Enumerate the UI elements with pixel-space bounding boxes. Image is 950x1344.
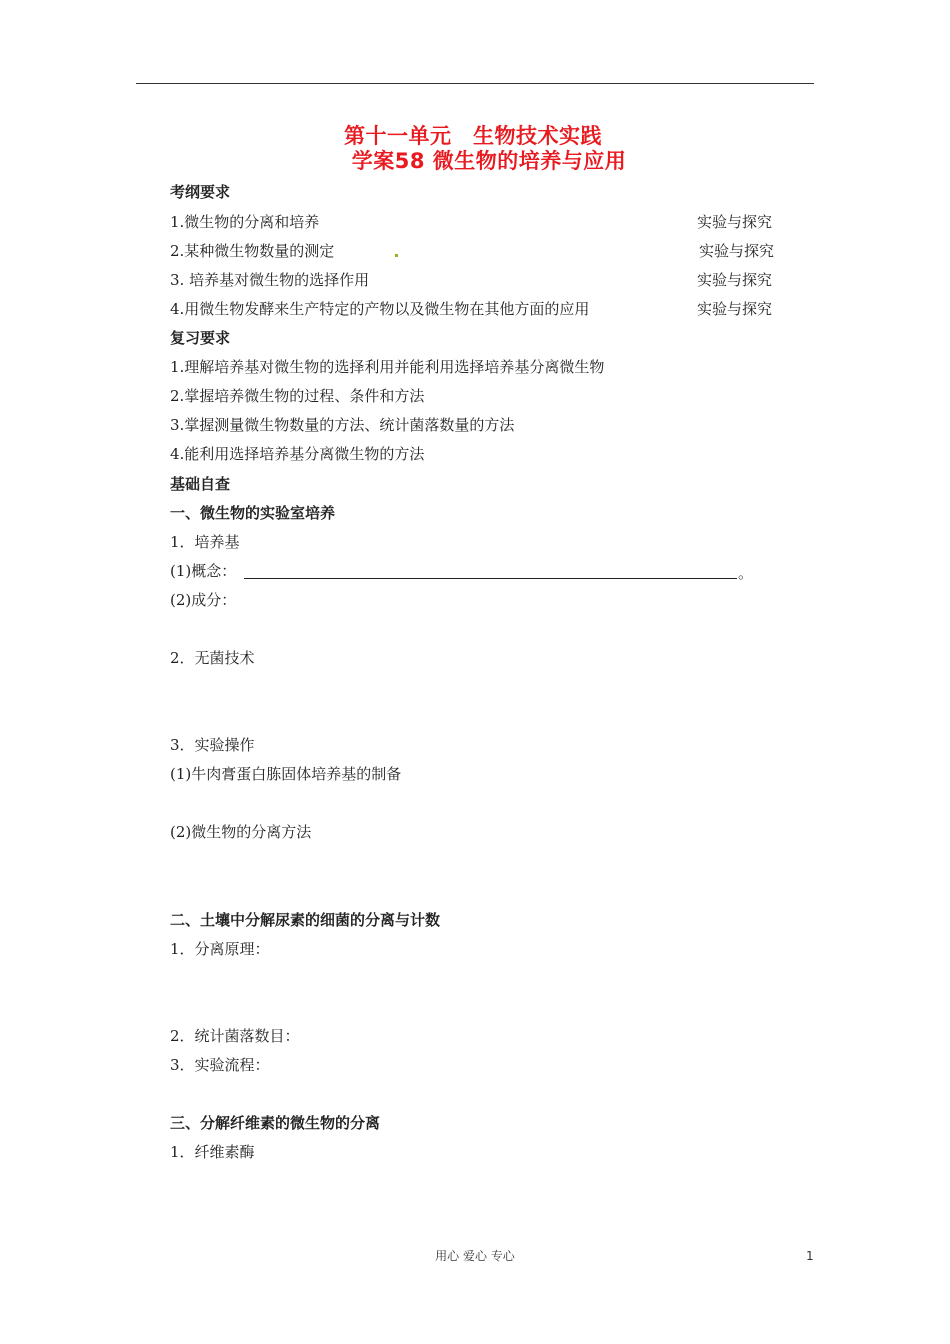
section3-heading: 三、分解纤维素的微生物的分离: [170, 1114, 381, 1132]
syllabus-heading: 考纲要求: [170, 183, 231, 201]
section1-item2: 2．无菌技术: [170, 649, 255, 667]
section1-item3-1: (1)牛肉膏蛋白胨固体培养基的制备: [170, 765, 402, 783]
syllabus-item-4-tag: 实验与探究: [697, 300, 773, 318]
section1-heading: 一、微生物的实验室培养: [170, 504, 336, 522]
stray-dot: [395, 254, 398, 257]
review-item-3: 3.掌握测量微生物数量的方法、统计菌落数量的方法: [170, 416, 515, 434]
fill-in-blank-line: [244, 578, 737, 579]
syllabus-item-3-tag: 实验与探究: [697, 271, 773, 289]
review-item-4: 4.能利用选择培养基分离微生物的方法: [170, 445, 425, 463]
section1-item3-2: (2)微生物的分离方法: [170, 823, 312, 841]
section1-item3: 3．实验操作: [170, 736, 255, 754]
section1-item1: 1．培养基: [170, 533, 240, 551]
lesson-title: 学案58 微生物的培养与应用: [351, 149, 627, 173]
section1-item1-1: (1)概念：: [170, 562, 237, 580]
review-item-2: 2.掌握培养微生物的过程、条件和方法: [170, 387, 425, 405]
syllabus-item-2-tag: 实验与探究: [699, 242, 775, 260]
syllabus-item-1: 1.微生物的分离和培养: [170, 213, 320, 231]
section2-item1: 1．分离原理：: [170, 940, 270, 958]
basics-heading: 基础自查: [170, 475, 231, 493]
unit-title: 第十一单元 生物技术实践: [344, 124, 602, 148]
syllabus-item-4: 4.用微生物发酵来生产特定的产物以及微生物在其他方面的应用: [170, 300, 590, 318]
page-number: 1: [806, 1249, 814, 1263]
syllabus-item-2: 2.某种微生物数量的测定: [170, 242, 335, 260]
review-heading: 复习要求: [170, 329, 231, 347]
section2-item3: 3．实验流程：: [170, 1056, 270, 1074]
section2-heading: 二、土壤中分解尿素的细菌的分离与计数: [170, 911, 441, 929]
section3-item1: 1．纤维素酶: [170, 1143, 255, 1161]
syllabus-item-1-tag: 实验与探究: [697, 213, 773, 231]
review-item-1: 1.理解培养基对微生物的选择利用并能利用选择培养基分离微生物: [170, 358, 605, 376]
section1-item1-2: (2)成分：: [170, 591, 237, 609]
section2-item2: 2．统计菌落数目：: [170, 1027, 300, 1045]
fill-in-period: 。: [738, 564, 754, 582]
header-rule: [136, 83, 814, 84]
footer-slogan: 用心 爱心 专心: [435, 1249, 515, 1263]
syllabus-item-3: 3. 培养基对微生物的选择作用: [170, 271, 370, 289]
